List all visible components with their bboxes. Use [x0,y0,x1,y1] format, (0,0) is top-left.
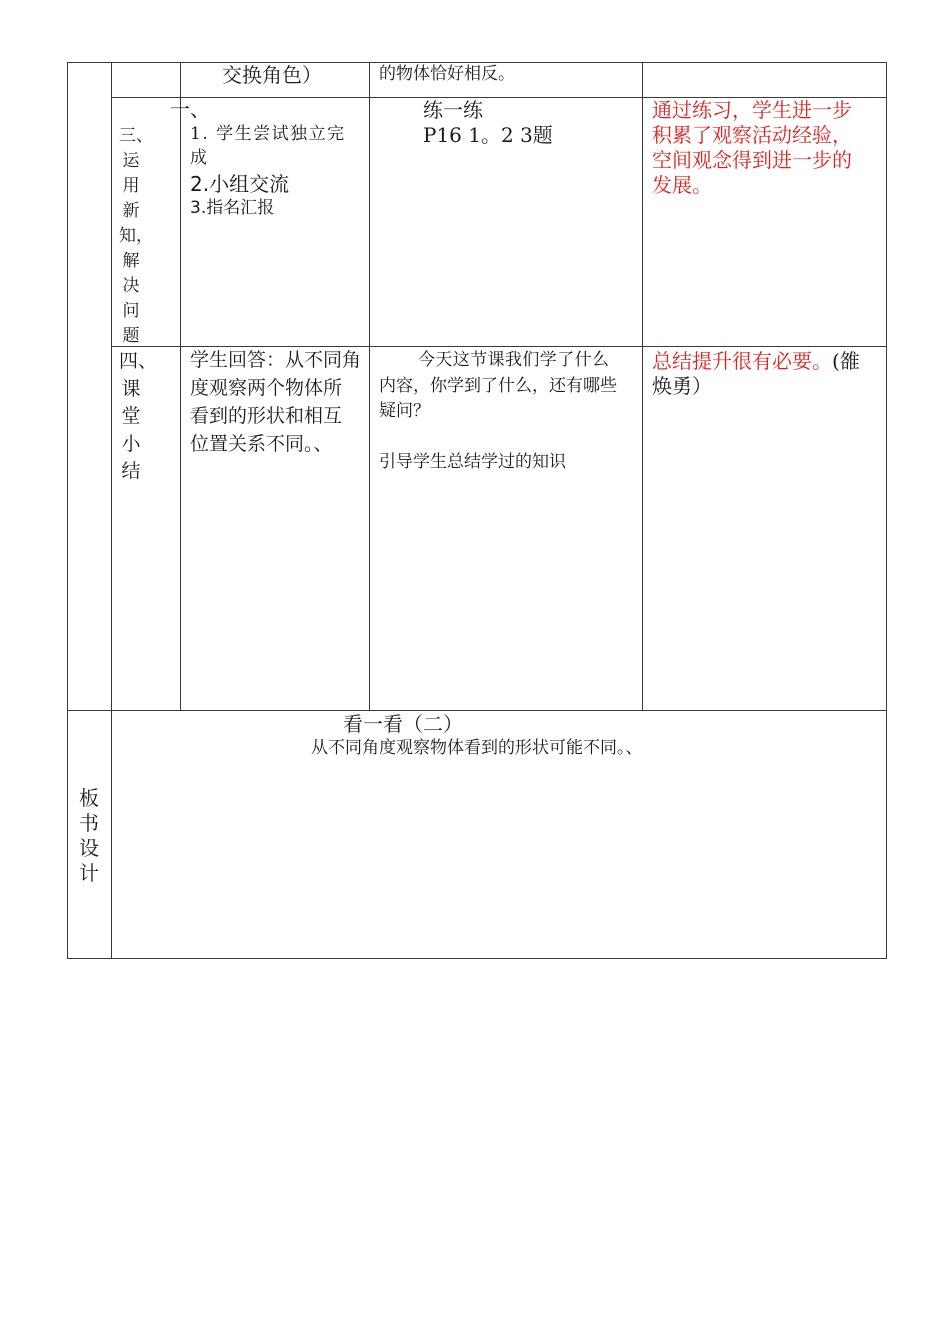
column-divider-2 [180,62,181,711]
board-content: 从不同角度观察物体看到的形状可能不同。、 [311,738,643,758]
column-divider-1 [111,62,112,959]
student-answer-line-4: 位置关系不同。、 [190,433,333,455]
student-step-1: 1. 学生尝试独立完 [190,124,346,144]
board-design-label: 板书设计 [79,786,99,885]
section-three-label: 三、运用新知，解决问题 [119,126,153,346]
section-three-marker: 一、 [170,97,210,121]
column-divider-4 [642,62,643,711]
table-border-bottom [67,958,887,959]
student-answer-line-3: 看到的形状和相互 [190,405,343,427]
top-row-teacher-text: 的物体恰好相反。 [379,64,515,84]
design-intent-line-4: 发展。 [652,173,712,197]
summary-note-line-1 [652,349,860,373]
summary-note-line-2: 焕勇） [652,374,712,398]
design-intent-line-1: 通过练习，学生进一步 [652,98,852,122]
board-title: 看一看（二） [343,712,463,736]
student-step-1-cont: 成 [190,148,207,168]
top-row-activity-text: 交换角色） [222,63,322,87]
teacher-guidance: 引导学生总结学过的知识 [379,452,566,472]
student-step-2: 2.小组交流 [190,172,290,196]
column-divider-3 [369,62,370,711]
teacher-question-line-1: 今天这节课我们学了什么 [418,350,610,370]
summary-note-author: (雒 [832,349,860,373]
summary-note-red: 总结提升很有必要。 [652,349,832,373]
row-divider-3 [67,710,887,711]
table-border-right [886,62,887,959]
table-border-top [67,62,887,63]
teacher-question-line-2: 内容，你学到了什么，还有哪些 [379,376,617,396]
table-border-left [67,62,68,959]
student-answer-line-2: 度观察两个物体所 [190,377,343,399]
row-divider-2 [111,346,887,347]
section-four-label: 四、课堂小结 [119,350,158,482]
student-answer-line-1: 学生回答：从不同角 [190,349,362,371]
teacher-question-line-3: 疑问？ [379,401,430,421]
practice-title: 练一练 [423,98,483,122]
design-intent-line-2: 积累了观察活动经验， [652,123,852,147]
student-step-3: 3.指名汇报 [190,198,275,218]
design-intent-line-3: 空间观念得到进一步的 [652,148,852,172]
practice-exercises: P16 1。2 3题 [423,123,553,147]
